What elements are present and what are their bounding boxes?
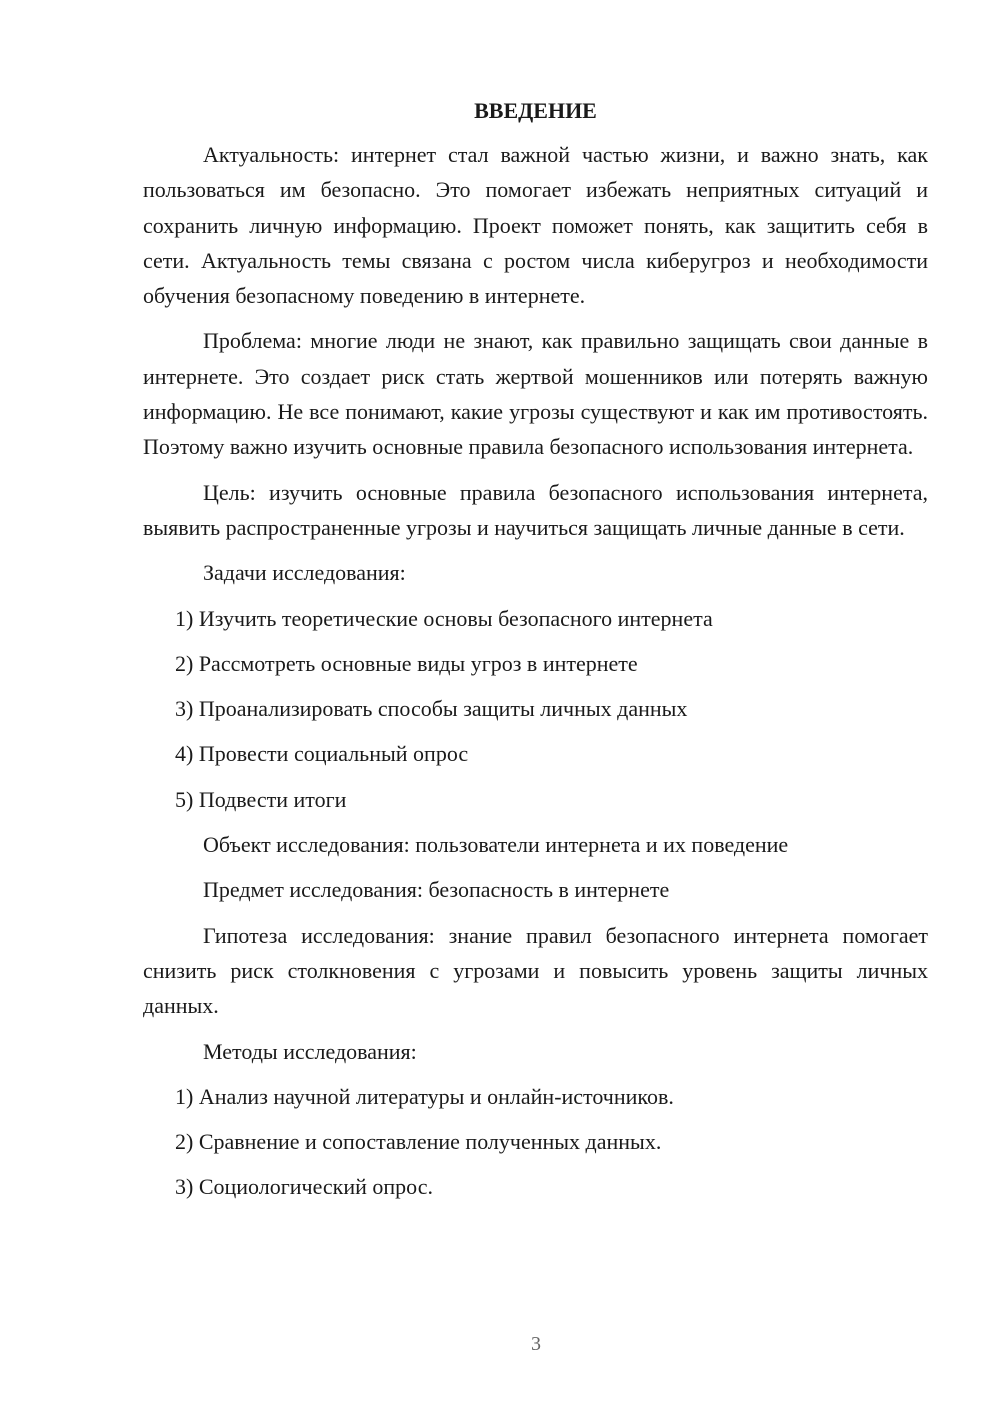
list-item: 3) Социологический опрос. [175,1174,433,1200]
list-item: 4) Провести социальный опрос [175,741,469,767]
list-item: 2) Сравнение и сопоставление полученных данных. [175,1129,662,1155]
list-item: 3) Проанализировать способы защиты личных данных [175,696,688,722]
hypothesis-paragraph: Гипотеза исследования: знание правил безопасного интернета помогает снизить риск столкновения с угрозами и повысить уровень защиты личных данных. [143,922,928,1019]
list-item: 5) Подвести итоги [175,786,347,812]
page-content [143,95,928,1215]
relevance-paragraph: Актуальность: интернет стал важной частью жизни, и важно знать, как пользоваться им безопасно. Это помогает избежать неприятных ситуаций и сохранить личную информацию. Проект поможет понять, как защитить себя в сети. Актуальность темы связана с ростом числа киберугроз и необходимости обучения безопасному поведению в интернете. [143,142,928,309]
tasks-list [143,601,928,817]
problem-paragraph: Проблема: многие люди не знают, как правильно защищать свои данные в интернете. Это создает риск стать жертвой мошенников или потерять важную информацию. Не все понимают, какие угрозы существуют и как им противостоять. Поэтому важно изучить основные правила безопасного использования интернета. [143,328,928,460]
object-line: Объект исследования: пользователи интернета и их поведение [203,832,789,858]
page-title: ВВЕДЕНИЕ [474,98,597,123]
tasks-heading: Задачи исследования: [203,560,406,586]
page-number: 3 [531,1333,541,1355]
subject-line: Предмет исследования: безопасность в интернете [203,877,670,903]
list-item: 1) Изучить теоретические основы безопасного интернета [175,605,713,631]
goal-paragraph: Цель: изучить основные правила безопасного использования интернета, выявить распространенные угрозы и научиться защищать личные данные в сети. [143,479,928,540]
list-item: 2) Рассмотреть основные виды угроз в интернете [175,650,638,676]
list-item: 1) Анализ научной литературы и онлайн-источников. [175,1083,674,1109]
methods-list [143,1079,928,1205]
methods-heading: Методы исследования: [203,1038,417,1064]
